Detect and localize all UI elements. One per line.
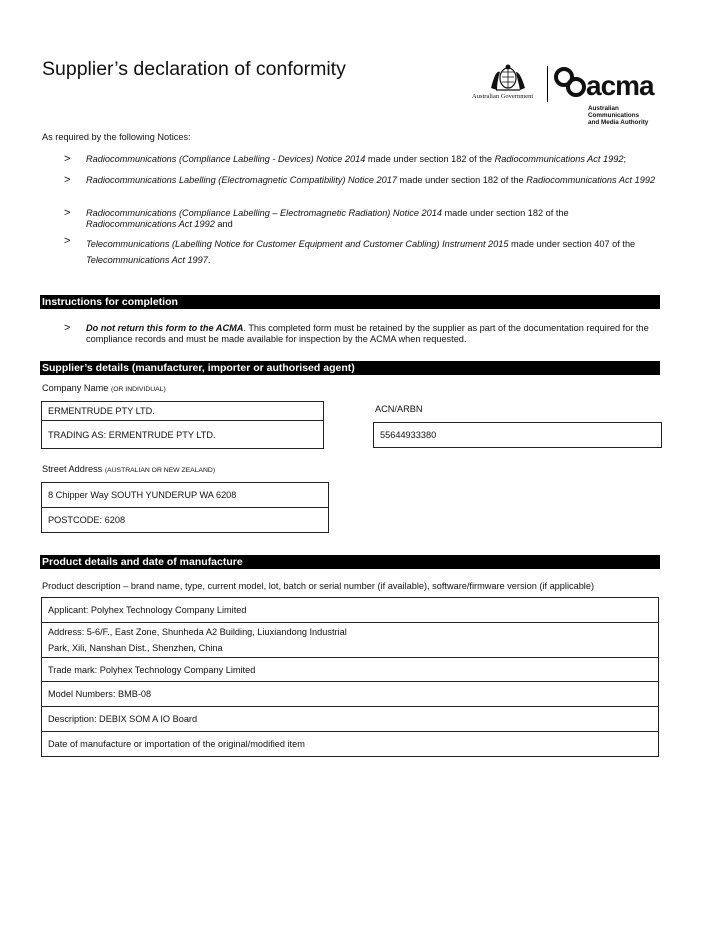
applicant-field[interactable]: Applicant: Polyhex Technology Company Limited xyxy=(42,598,659,623)
description-field[interactable]: Description: DEBIX SOM A IO Board xyxy=(42,707,659,732)
product-description-label: Product description – brand name, type, current model, lot, batch or serial number (if available), software/firmware version (if applicable) xyxy=(42,581,595,591)
postcode-field[interactable]: POSTCODE: 6208 xyxy=(42,508,329,533)
street-address-label: Street Address (AUSTRALIAN OR NEW ZEALAND) xyxy=(42,464,216,474)
company-name-field[interactable]: ERMENTRUDE PTY LTD. xyxy=(42,402,324,421)
arrow-bullet-icon: > xyxy=(64,174,71,186)
page-title: Supplier’s declaration of conformity xyxy=(42,58,346,80)
company-name-table xyxy=(41,401,324,449)
product-details-table xyxy=(41,597,659,757)
acma-logo-subtext: Australian Communications and Media Authority xyxy=(588,105,649,126)
street-address-table xyxy=(41,482,329,533)
arrow-bullet-icon: > xyxy=(64,207,71,219)
acn-field[interactable]: 55644933380 xyxy=(374,423,662,448)
acn-table xyxy=(373,422,662,448)
coat-of-arms-icon xyxy=(488,64,528,92)
model-numbers-field[interactable]: Model Numbers: BMB-08 xyxy=(42,682,659,707)
address-field[interactable]: Address: 5-6/F., East Zone, Shunheda A2 Building, Liuxiandong Industrial Park, Xili, Nanshan Dist., Shenzhen, China xyxy=(42,623,659,658)
arrow-bullet-icon: > xyxy=(64,322,71,334)
acn-label: ACN/ARBN xyxy=(375,404,423,414)
supplier-heading: Supplier’s details (manufacturer, importer or authorised agent) xyxy=(40,361,660,375)
trade-mark-field[interactable]: Trade mark: Polyhex Technology Company Limited xyxy=(42,658,659,682)
trading-as-field[interactable]: TRADING AS: ERMENTRUDE PTY LTD. xyxy=(42,421,324,449)
logo-divider xyxy=(547,66,548,102)
arrow-bullet-icon: > xyxy=(64,235,71,247)
company-name-label: Company Name (OR INDIVIDUAL) xyxy=(42,383,166,393)
notices-intro: As required by the following Notices: xyxy=(42,132,191,142)
date-of-manufacture-field[interactable]: Date of manufacture or importation of the original/modified item xyxy=(42,732,659,757)
product-heading: Product details and date of manufacture xyxy=(40,555,660,569)
acma-logo-word: acma xyxy=(586,70,654,101)
gov-logo-text: Australian Government xyxy=(472,93,534,100)
street-address-field[interactable]: 8 Chipper Way SOUTH YUNDERUP WA 6208 xyxy=(42,483,329,508)
acma-mark-icon xyxy=(554,66,588,100)
instructions-heading: Instructions for completion xyxy=(40,295,660,309)
arrow-bullet-icon: > xyxy=(64,153,71,165)
logo-block xyxy=(470,62,670,132)
